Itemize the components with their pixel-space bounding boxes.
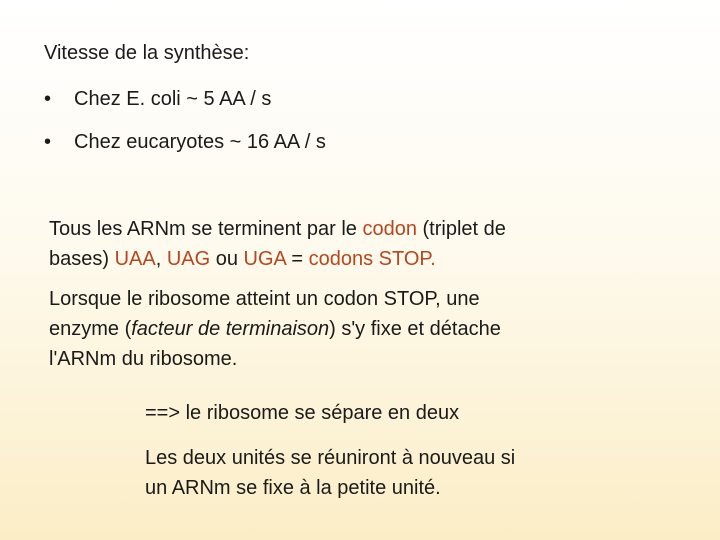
facteur-term: facteur de terminaison [131,318,330,340]
heading: Vitesse de la synthèse: [44,42,250,64]
codon-uag: UAG [166,248,211,270]
codon-uaa: UAA [114,248,156,270]
paragraph-line: l'ARNm du ribosome. [49,348,238,370]
codons-stop-term: codons STOP. [308,248,436,270]
bullet-item-ecoli [44,84,271,114]
paragraph-line [49,314,501,344]
bullet-marker: • [44,88,52,110]
text-run: (triplet de [416,218,506,240]
bullet-item-eucaryotes [44,127,326,157]
text-run: Tous les ARNm se terminent par le [49,218,363,240]
paragraph-line [49,214,506,244]
paragraph-reunion [145,443,515,503]
bullet-text: Chez eucaryotes ~ 16 AA / s [74,131,326,153]
text-run: enzyme ( [49,318,132,340]
text-run: ou [210,248,244,270]
arrow-statement: ==> le ribosome se sépare en deux [145,402,460,424]
paragraph-stop-codons [49,214,506,274]
text-run: ) s'y fixe et détache [329,318,501,340]
paragraph-line: un ARNm se fixe à la petite unité. [145,477,441,499]
paragraph-line: Les deux unités se réuniront à nouveau si [145,447,516,469]
paragraph-line [49,244,506,274]
text-run: = [285,248,309,270]
text-run: bases) [49,248,115,270]
bullet-marker: • [44,131,52,153]
bullet-text: Chez E. coli ~ 5 AA / s [74,88,272,110]
paragraph-line: Lorsque le ribosome atteint un codon STOP, une [49,288,480,310]
paragraph-termination [49,284,501,374]
codon-uga: UGA [243,248,286,270]
text-run: , [155,248,167,270]
codon-term: codon [362,218,417,240]
